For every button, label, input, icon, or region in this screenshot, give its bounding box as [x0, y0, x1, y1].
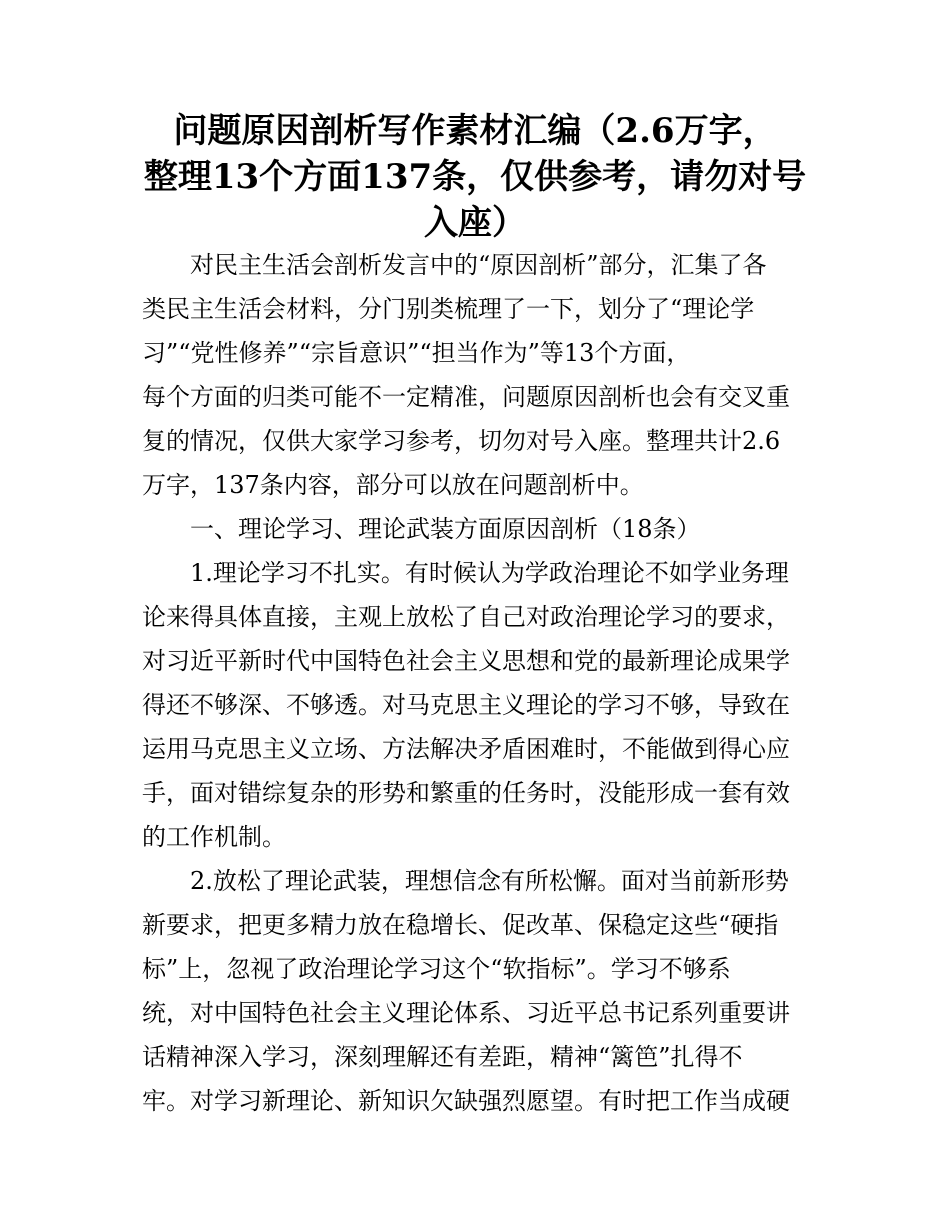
item1-line: 手，面对错综复杂的形势和繁重的任务时，没能形成一套有效	[142, 779, 790, 807]
document-title	[130, 108, 820, 246]
intro-line: 对民主生活会剖析发言中的“原因剖析”部分，汇集了各	[190, 251, 767, 279]
item2-line: 牢。对学习新理论、新知识欠缺强烈愿望。有时把工作当成硬	[142, 1087, 790, 1115]
item2-line: 2.放松了理论武装，理想信念有所松懈。面对当前新形势	[190, 867, 789, 895]
section-heading: 一、理论学习、理论武装方面原因剖析（18条）	[190, 515, 701, 543]
item1-line: 论来得具体直接，主观上放松了自己对政治理论学习的要求，	[142, 603, 790, 631]
title-line: 入座）	[424, 203, 526, 243]
item1-line: 的工作机制。	[142, 823, 286, 851]
title-line: 整理13个方面137条，仅供参考，请勿对号	[143, 157, 807, 197]
item2-line: 统，对中国特色社会主义理论体系、习近平总书记系列重要讲	[142, 999, 790, 1027]
item2-line: 新要求，把更多精力放在稳增长、促改革、保稳定这些“硬指	[142, 911, 779, 939]
title-line: 问题原因剖析写作素材汇编（2.6万字，	[173, 111, 777, 151]
intro-line: 每个方面的归类可能不一定精准，问题原因剖析也会有交叉重	[142, 383, 790, 411]
intro-line: 万字，137条内容，部分可以放在问题剖析中。	[142, 471, 644, 499]
intro-line: 类民主生活会材料，分门别类梳理了一下，划分了“理论学	[142, 295, 755, 323]
item1-line: 1.理论学习不扎实。有时候认为学政治理论不如学业务理	[190, 559, 789, 587]
item2-line: 话精神深入学习，深刻理解还有差距，精神“篱笆”扎得不	[142, 1043, 743, 1071]
item1-line: 运用马克思主义立场、方法解决矛盾困难时，不能做到得心应	[142, 735, 790, 763]
item1-line: 得还不够深、不够透。对马克思主义理论的学习不够，导致在	[142, 691, 790, 719]
item2-line: 标”上，忽视了政治理论学习这个“软指标”。学习不够系	[142, 955, 731, 983]
intro-line: 习”“党性修养”“宗旨意识”“担当作为”等13个方面，	[142, 339, 691, 367]
intro-line: 复的情况，仅供大家学习参考，切勿对号入座。整理共计2.6	[142, 427, 781, 455]
item1-line: 对习近平新时代中国特色社会主义思想和党的最新理论成果学	[142, 647, 790, 675]
